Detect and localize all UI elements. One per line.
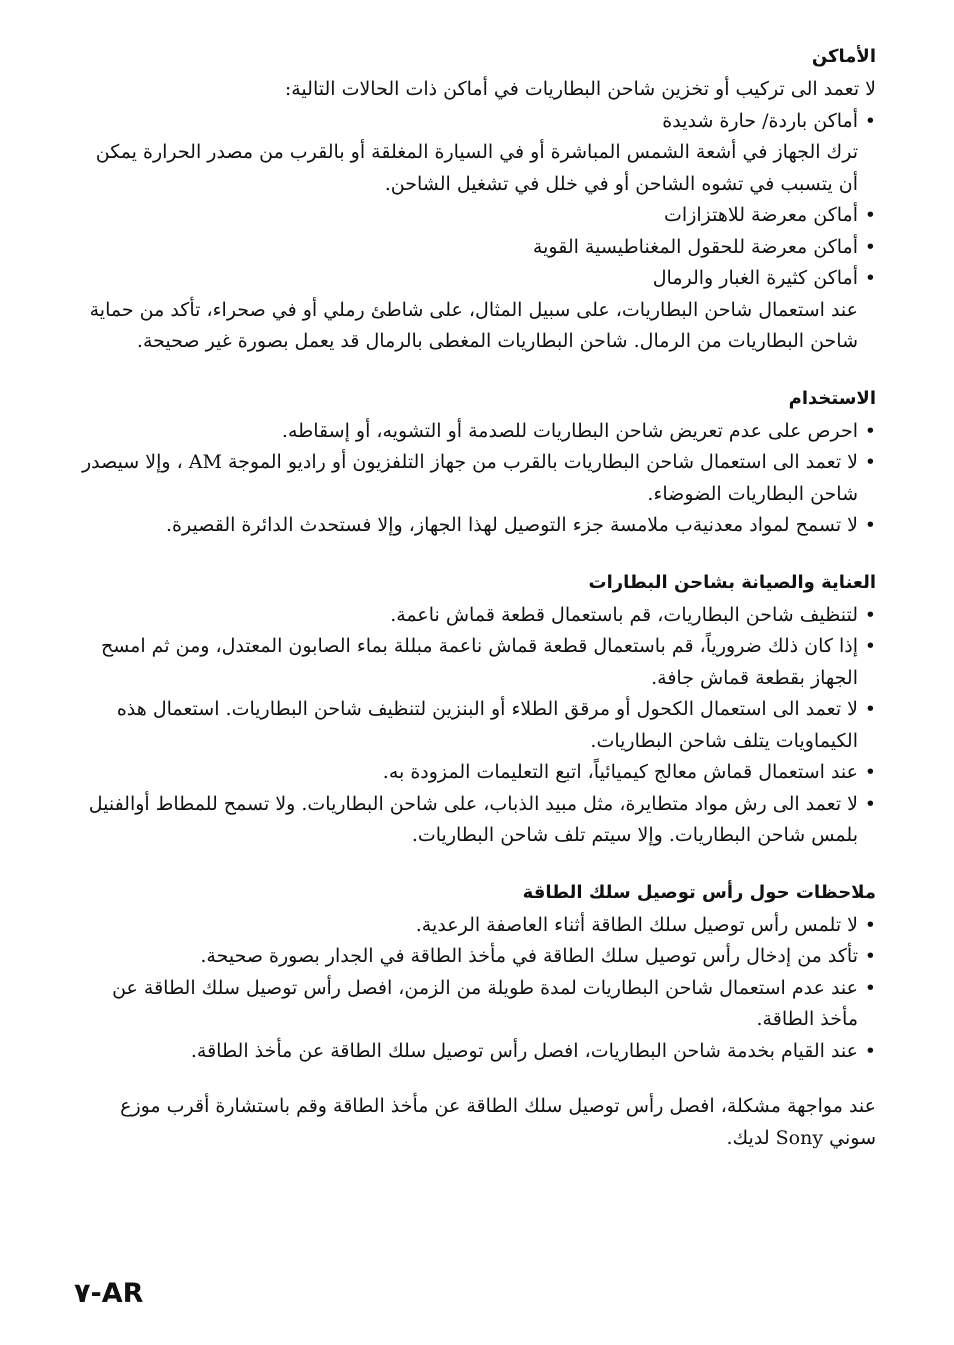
- list-item: • لتنظيف شاحن البطاريات، قم باستعمال قطعة قماش ناعمة.: [76, 600, 876, 632]
- list-item: • عند القيام بخدمة شاحن البطاريات، افصل رأس توصيل سلك الطاقة عن مأخذ الطاقة.: [76, 1036, 876, 1068]
- bullet-list: [76, 106, 876, 138]
- list-item: • لا تعمد الى رش مواد متطايرة، مثل مبيد الذباب، على شاحن البطاريات. ولا تسمح للمطاط أوالفنيل بلمس شاحن البطاريات. وإلا سيتم تلف شاحن البطاريات.: [76, 789, 876, 852]
- list-item: • أماكن باردة/ حارة شديدة: [76, 106, 876, 138]
- section-heading: الأماكن: [811, 46, 876, 67]
- document-page: [76, 40, 876, 1154]
- section-locations: [76, 40, 876, 358]
- section-heading: العناية والصيانة بشاحن البطارات: [588, 571, 876, 593]
- list-item: • تأكد من إدخال رأس توصيل سلك الطاقة في مأخذ الطاقة في الجدار بصورة صحيحة.: [76, 941, 876, 973]
- list-item: • أماكن كثيرة الغبار والرمال: [76, 263, 876, 295]
- list-item: • إذا كان ذلك ضرورياً، قم باستعمال قطعة قماش ناعمة مبللة بماء الصابون المعتدل، ومن ثم امسح الجهاز بقطعة قماش جافة.: [76, 631, 876, 694]
- list-item: • لا تسمح لمواد معدنيةب ملامسة جزء التوصيل لهذا الجهاز، وإلا فستحدث الدائرة القصيرة.: [76, 510, 876, 542]
- bullet-list: [76, 200, 876, 295]
- bullet-list: [76, 910, 876, 1068]
- page-number: ٧-AR: [74, 1278, 144, 1309]
- item-detail: عند استعمال شاحن البطاريات، على سبيل المثال، على شاطئ رملي أو في صحراء، تأكد من حماية شاحن البطاريات من الرمال. شاحن البطاريات المغطى بالرمال قد يعمل بصورة غير صحيحة.: [89, 298, 858, 352]
- section-heading: الاستخدام: [788, 387, 876, 409]
- list-item: • احرص على عدم تعريض شاحن البطاريات للصدمة أو التشويه، أو إسقاطه.: [76, 416, 876, 448]
- section-power-plug-notes: [76, 876, 876, 1068]
- closing-note: عند مواجهة مشكلة، افصل رأس توصيل سلك الطاقة عن مأخذ الطاقة وقم باستشارة أقرب موزع سوني Sony لديك.: [120, 1095, 876, 1149]
- list-item: • لا تعمد الى استعمال الكحول أو مرقق الطلاء أو البنزين لتنظيف شاحن البطاريات. استعمال هذه الكيماويات يتلف شاحن البطاريات.: [76, 694, 876, 757]
- list-item: • أماكن معرضة للاهتزازات: [76, 200, 876, 232]
- list-item: • عند عدم استعمال شاحن البطاريات لمدة طويلة من الزمن، افصل رأس توصيل سلك الطاقة عن مأخذ الطاقة.: [76, 973, 876, 1036]
- bullet-list: [76, 600, 876, 852]
- section-usage: [76, 382, 876, 542]
- list-item: • لا تلمس رأس توصيل سلك الطاقة أثناء العاصفة الرعدية.: [76, 910, 876, 942]
- list-item: • عند استعمال قماش معالج كيميائياً، اتبع التعليمات المزودة به.: [76, 757, 876, 789]
- section-intro: لا تعمد الى تركيب أو تخزين شاحن البطاريات في أماكن ذات الحالات التالية:: [284, 78, 876, 100]
- list-item: • لا تعمد الى استعمال شاحن البطاريات بالقرب من جهاز التلفزيون أو راديو الموجة AM ، وإلا سيصدر شاحن البطاريات الضوضاء.: [76, 447, 876, 510]
- bullet-list: [76, 416, 876, 542]
- section-heading: ملاحظات حول رأس توصيل سلك الطاقة: [522, 881, 876, 903]
- item-detail: ترك الجهاز في أشعة الشمس المباشرة أو في السيارة المغلقة أو بالقرب من مصدر الحرارة يمكن أن يتسبب في تشوه الشاحن أو في خلل في تشغيل الشاحن.: [95, 141, 858, 195]
- section-care-maintenance: [76, 566, 876, 852]
- list-item: • أماكن معرضة للحقول المغناطيسية القوية: [76, 232, 876, 264]
